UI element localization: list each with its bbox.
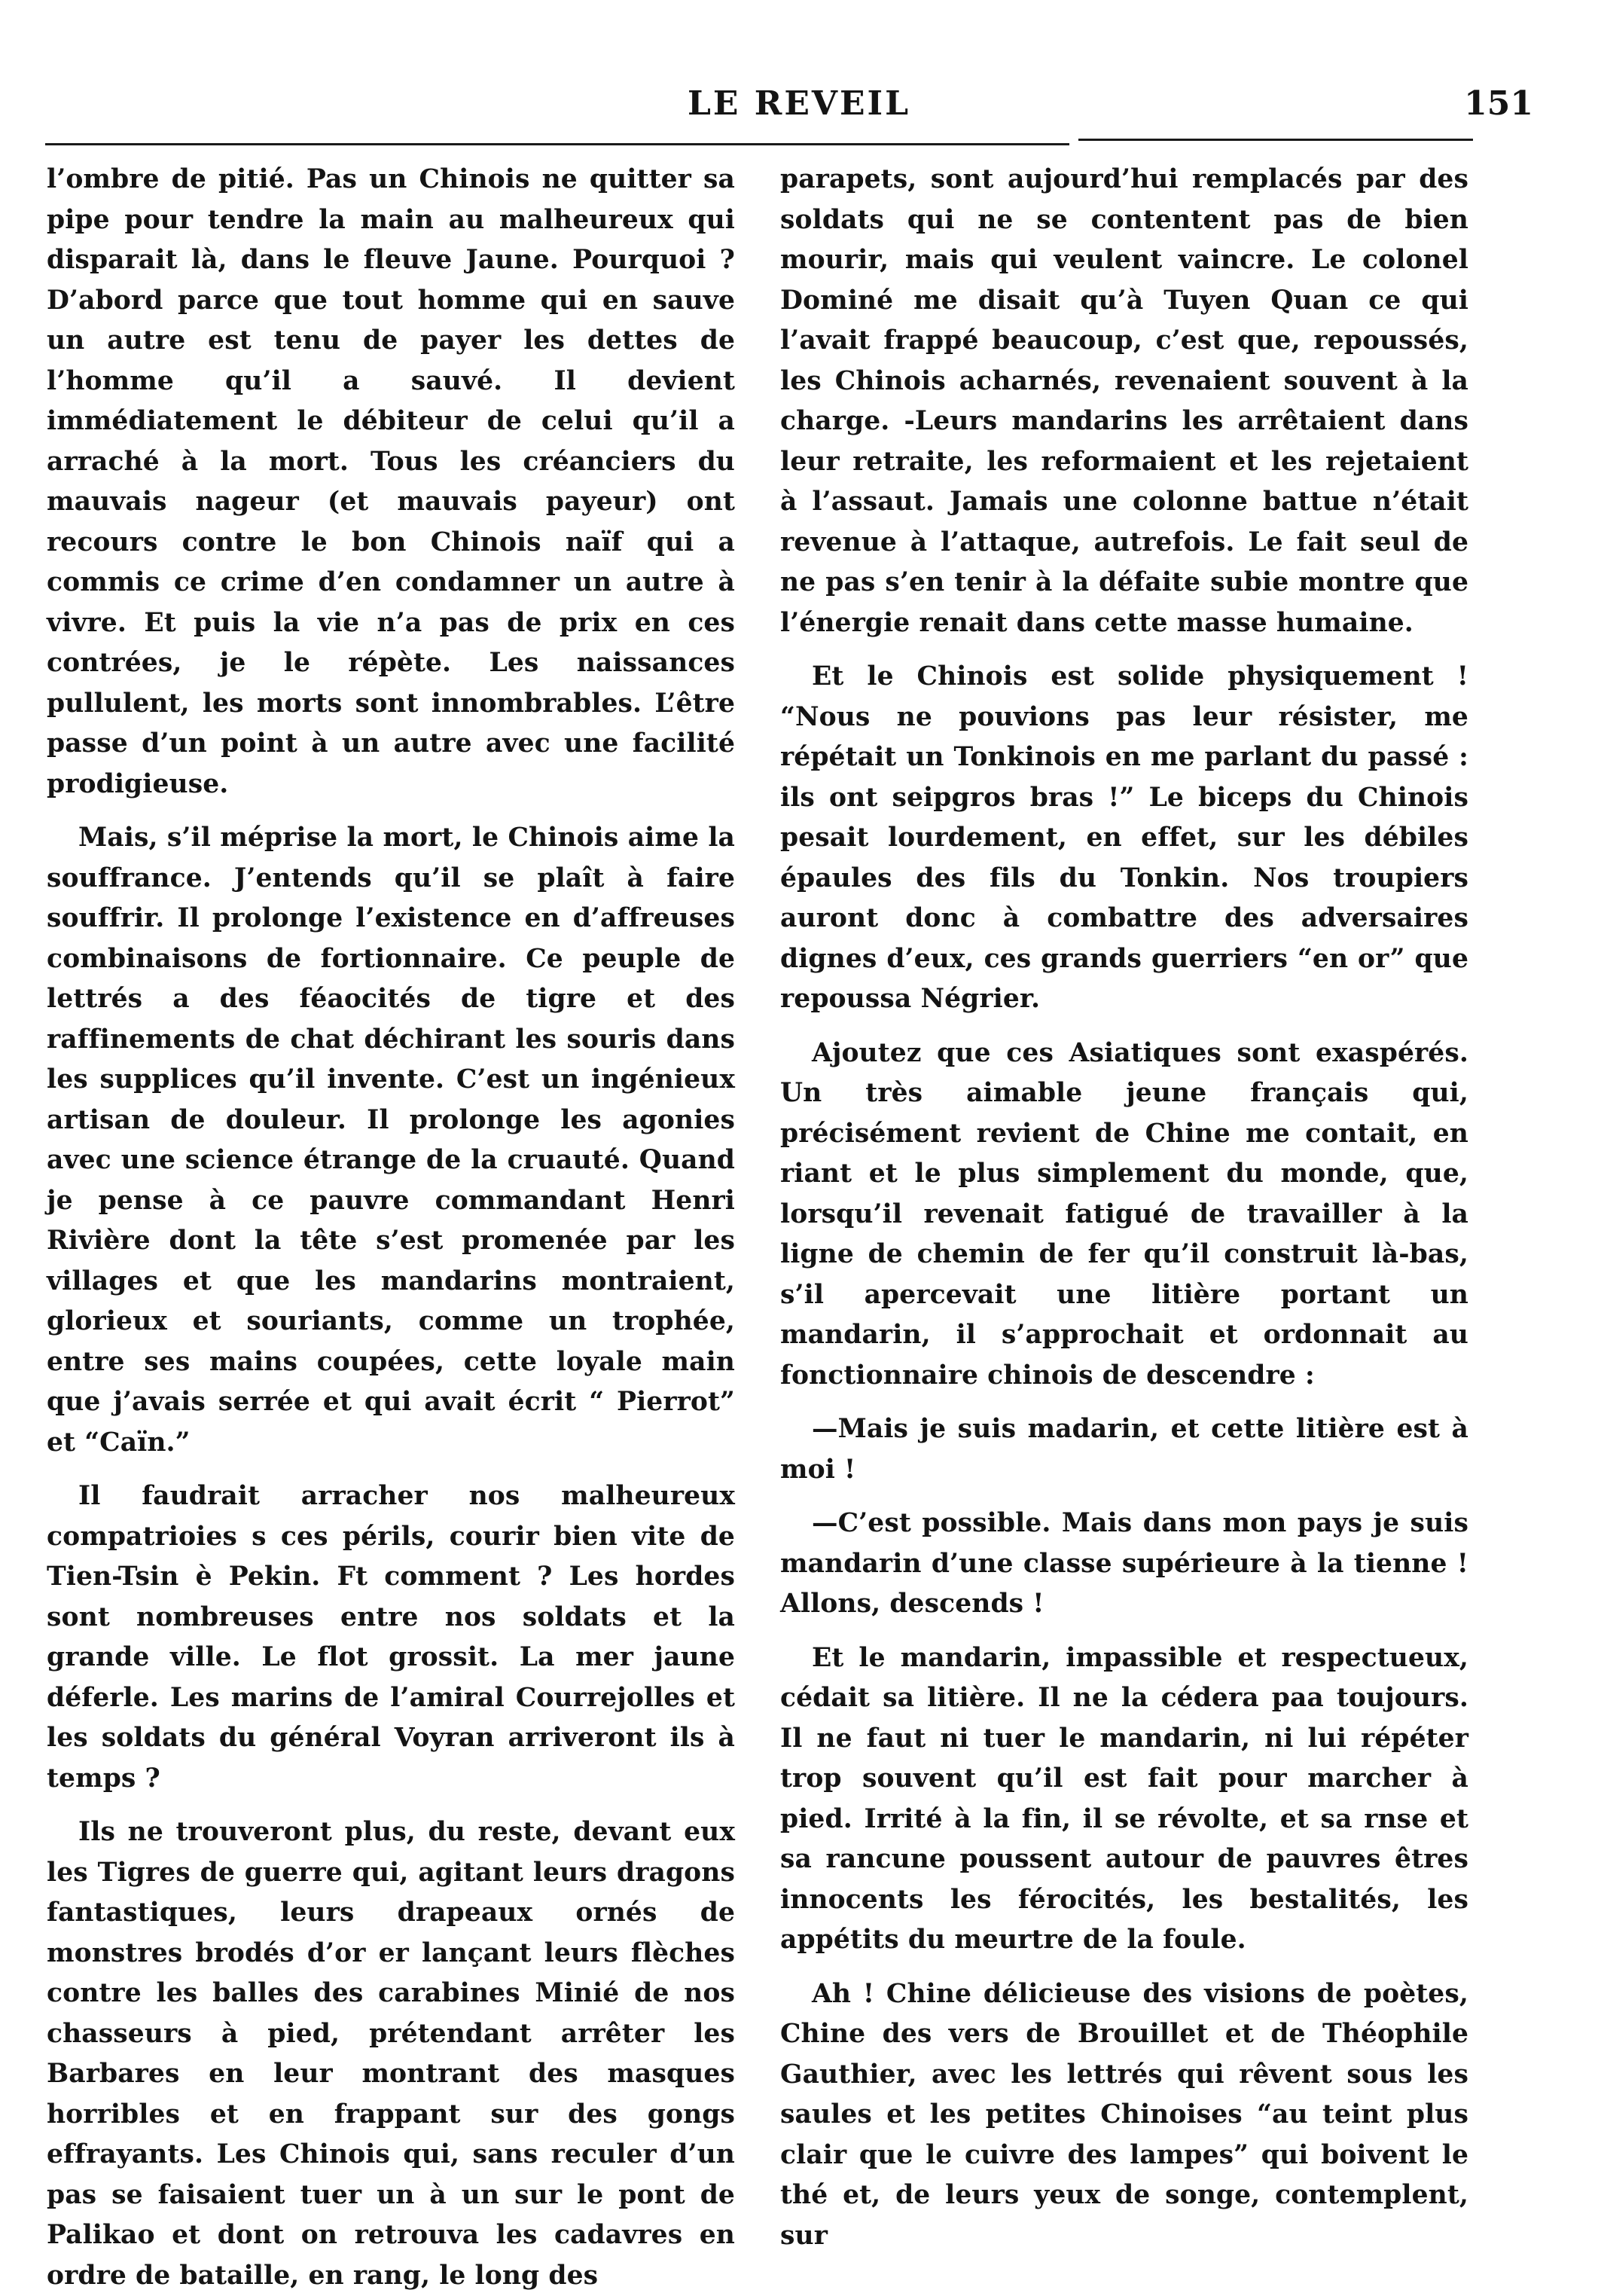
paragraph: Il faudrait arracher nos malheureux compatrioies s ces périls, courir bien vite de Tien-Tsin è Pekin. Ft comment ? Les hordes sont nombreuses entre nos soldats et la grande ville. Le flot grossit. La mer jaune déferle. Les marins de l’amiral Courrejolles et les soldats du général Voyran arriveront ils à temps ? (47, 1481, 735, 1794)
right-column (780, 160, 1468, 2251)
page-number: 151 (1464, 84, 1533, 123)
paragraph: Ah ! Chine délicieuse des visions de poètes, Chine des vers de Brouillet et de Théophile Gauthier, avec les lettrés qui rêvent sous les saules et les petites Chinoises “au teint plus clair que le cuivre des lampes” qui boivent le thé et, de leurs yeux de songe, contemplent, sur (780, 1978, 1468, 2251)
paragraph: parapets, sont aujourd’hui remplacés par des soldats qui ne se contentent pas de bien mourir, mais qui veulent vaincre. Le colonel Dominé me disait qu’à Tuyen Quan ce qui l’avait frappé beaucoup, c’est que, repoussés, les Chinois acharnés, revenaient souvent à la charge. -Leurs mandarins les arrêtaient dans leur retraite, les reformaient et les rejetaient à l’assaut. Jamais une colonne battue n’était revenue à l’attaque, autrefois. Le fait seul de ne pas s’en tenir à la défaite subie montre que l’énergie renait dans cette masse humaine. (780, 164, 1468, 638)
paragraph: l’ombre de pitié. Pas un Chinois ne quitter sa pipe pour tendre la main au malheureux qui disparait là, dans le fleuve Jaune. Pourquoi ? D’abord parce que tout homme qui en sauve un autre est tenu de payer les dettes de l’homme qu’il a sauvé. Il devient immédiatement le débiteur de celui qu’il a arraché à la mort. Tous les créanciers du mauvais nageur (et mauvais payeur) ont recours contre le bon Chinois naïf qui a commis ce crime d’en condamner un autre à vivre. Et puis la vie n’a pas de prix en ces contrées, je le répète. Les naissances pullulent, les morts sont innombrables. L’être passe d’un point à un autre avec une facilité prodigieuse. (47, 164, 735, 799)
dialogue-line: —Mais je suis madarin, et cette litière est à moi ! (780, 1414, 1468, 1485)
paragraph: Ajoutez que ces Asiatiques sont exaspérés. Un très aimable jeune français qui, précisément revient de Chine me contait, en riant et le plus simplement du monde, que, lorsqu’il revenait fatigué de travailler à la ligne de chemin de fer qu’il construit là-bas, s’il apercevait une litière portant un mandarin, il s’approchait et ordonnait au fonctionnaire chinois de descendre : (780, 1037, 1468, 1391)
left-column (47, 160, 735, 2291)
header-rule-left (45, 143, 1069, 145)
running-head (0, 84, 1598, 137)
paragraph: Mais, s’il méprise la mort, le Chinois aime la souffrance. J’entends qu’il se plaît à faire souffrir. Il prolonge l’existence en d’affreuses combinaisons de fortionnaire. Ce peuple de lettrés a des féaocités de tigre et des raffinements de chat déchirant les souris dans les supplices qu’il invente. C’est un ingénieux artisan de douleur. Il prolonge les agonies avec une science étrange de la cruauté. Quand je pense à ce pauvre commandant Henri Rivière dont la tête s’est promenée par les villages et que les mandarins montraient, glorieux et souriants, comme un trophée, entre ses mains coupées, cette loyale main que j’avais serrée et qui avait écrit “ Pierrot” et “Caïn.” (47, 823, 735, 1458)
dialogue-line: —C’est possible. Mais dans mon pays je suis mandarin d’une classe supérieure à la tienne ! Allons, descends ! (780, 1508, 1468, 1619)
paragraph: Ils ne trouveront plus, du reste, devant eux les Tigres de guerre qui, agitant leurs dragons fantastiques, leurs drapeaux ornés de monstres brodés d’or er lançant leurs flèches contre les balles des carabines Minié de nos chasseurs à pied, prétendant arrêter les Barbares en leur montrant des masques horribles et en frappant sur des gongs effrayants. Les Chinois qui, sans reculer d’un pas se faisaient tuer un à un sur le pont de Palikao et dont on retrouva les cadavres en ordre de bataille, en rang, le long des (47, 1817, 735, 2291)
journal-title: LE REVEIL (687, 84, 911, 123)
paragraph: Et le Chinois est solide physiquement ! “Nous ne pouvions pas leur résister, me répétait un Tonkinois en me parlant du passé : ils ont seipgros bras !” Le biceps du Chinois pesait lourdement, en effet, sur les débiles épaules des fils du Tonkin. Nos troupiers auront donc à combattre des adversaires dignes d’eux, ces grands guerriers “en or” que repoussa Négrier. (780, 661, 1468, 1014)
paragraph: Et le mandarin, impassible et respectueux, cédait sa litière. Il ne la cédera paa toujours. Il ne faut ni tuer le mandarin, ni lui répéter trop souvent qu’il est fait pour marcher à pied. Irrité à la fin, il se révolte, et sa rnse et sa rancune poussent autour de pauvres êtres innocents les férocités, les bestalités, les appétits du meurtre de la foule. (780, 1642, 1468, 1955)
header-rule-right (1078, 139, 1473, 141)
